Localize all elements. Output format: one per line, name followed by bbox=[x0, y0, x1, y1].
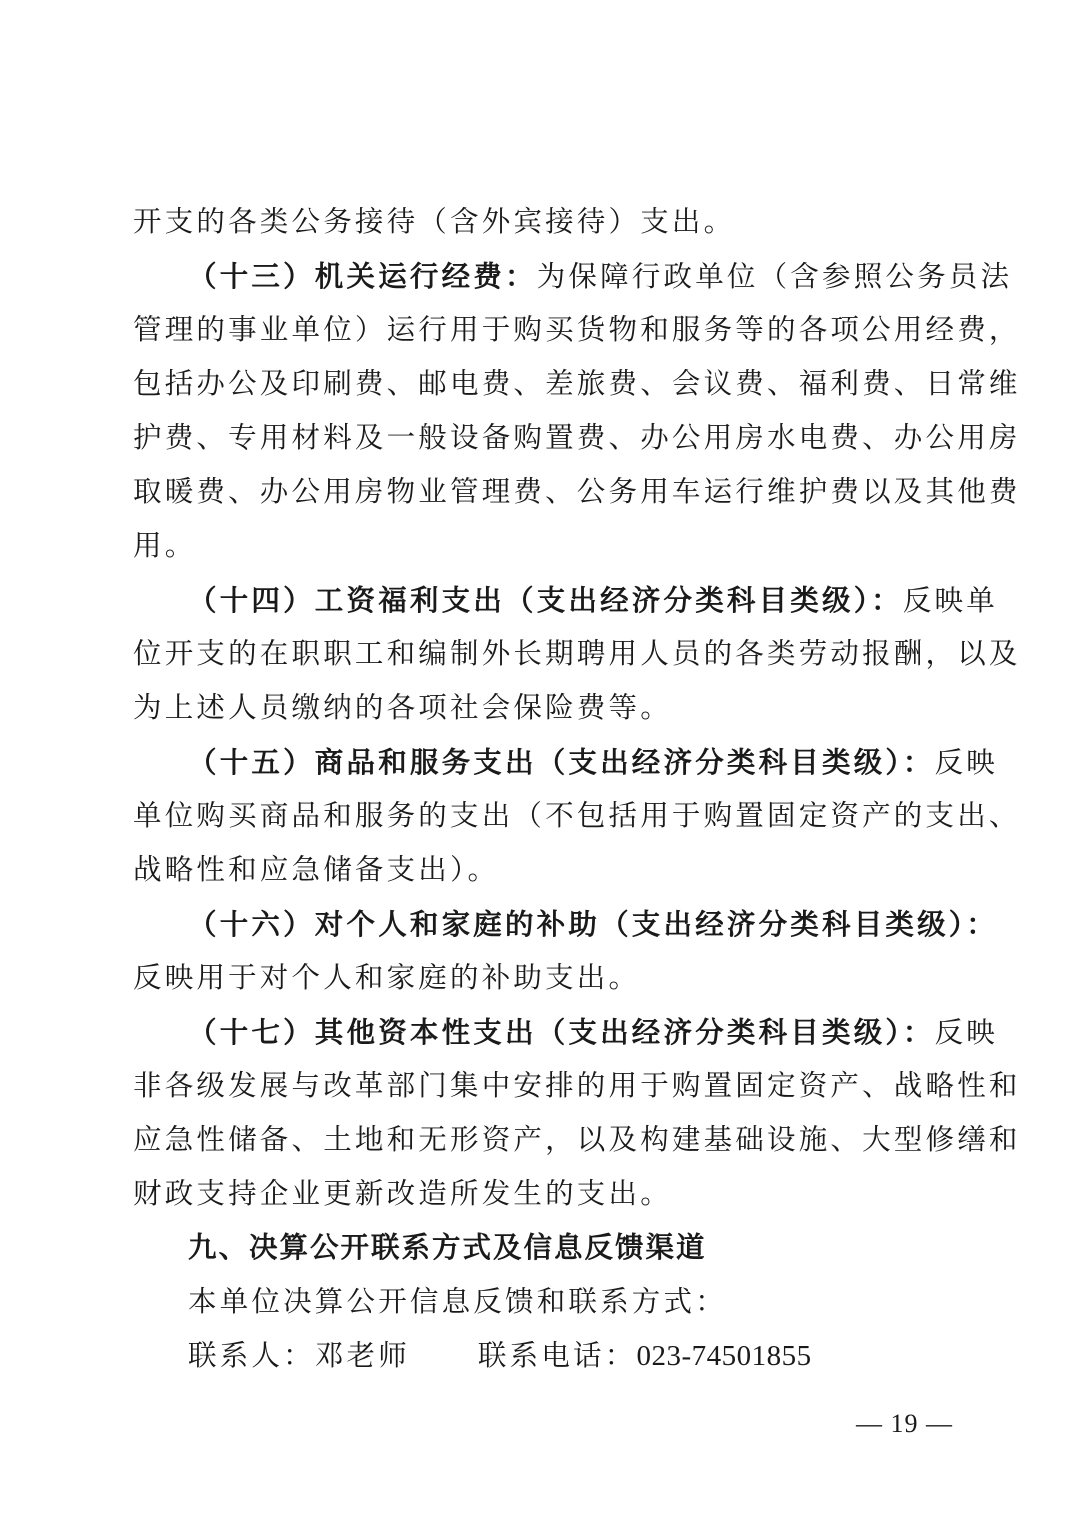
phone-number: 023-74501855 bbox=[636, 1340, 812, 1372]
paragraph-17-label: （十七）其他资本性支出（支出经济分类科目类级）： bbox=[188, 1015, 935, 1049]
paragraph-17-text: 反映 bbox=[934, 1016, 998, 1049]
page-number: — 19 — bbox=[856, 1409, 953, 1438]
paragraph-17-line-4: 财政支持企业更新改造所发生的支出。 bbox=[133, 1177, 672, 1210]
paragraph-13-label: （十三）机关运行经费： bbox=[188, 259, 537, 293]
paragraph-14-line-1 bbox=[188, 580, 1008, 621]
paragraph-13-line-4: 护费、专用材料及一般设备购置费、办公用房水电费、办公用房 bbox=[133, 421, 1021, 454]
paragraph-13-line-1 bbox=[188, 256, 1013, 297]
paragraph-13-line-2: 管理的事业单位）运行用于购买货物和服务等的各项公用经费， bbox=[133, 313, 1021, 346]
paragraph-14-line-2: 位开支的在职职工和编制外长期聘用人员的各类劳动报酬，以及 bbox=[133, 637, 1021, 670]
paragraph-13-text: 为保障行政单位（含参照公务员法 bbox=[536, 260, 1013, 293]
paragraph-line bbox=[133, 202, 953, 242]
paragraph-15-line-3: 战略性和应急储备支出）。 bbox=[133, 853, 500, 886]
paragraph-17-line-2: 非各级发展与改革部门集中安排的用于购置固定资产、战略性和 bbox=[133, 1069, 1021, 1102]
paragraph-15-line-2: 单位购买商品和服务的支出（不包括用于购置固定资产的支出、 bbox=[133, 799, 1021, 832]
paragraph-15-text: 反映 bbox=[934, 746, 998, 779]
contact-intro: 本单位决算公开信息反馈和联系方式： bbox=[188, 1285, 727, 1318]
paragraph-16-label: （十六）对个人和家庭的补助（支出经济分类科目类级）： bbox=[188, 907, 998, 941]
phone-label: 联系电话： bbox=[477, 1339, 637, 1372]
paragraph-14-text: 反映单 bbox=[902, 584, 998, 617]
paragraph-13-line-6: 用。 bbox=[133, 529, 197, 562]
paragraph-17-line-3: 应急性储备、土地和无形资产，以及构建基础设施、大型修缮和 bbox=[133, 1123, 1021, 1156]
paragraph-16-line-1 bbox=[188, 904, 1008, 945]
paragraph-16-line-2: 反映用于对个人和家庭的补助支出。 bbox=[133, 961, 641, 994]
paragraph-text: 开支的各类公务接待（含外宾接待）支出。 bbox=[133, 205, 736, 238]
contact-name: 邓老师 bbox=[314, 1339, 410, 1372]
paragraph-15-label: （十五）商品和服务支出（支出经济分类科目类级）： bbox=[188, 745, 935, 779]
paragraph-13-line-5: 取暖费、办公用房物业管理费、公务用车运行维护费以及其他费 bbox=[133, 475, 1021, 508]
paragraph-14-line-3: 为上述人员缴纳的各项社会保险费等。 bbox=[133, 691, 672, 724]
paragraph-14-label: （十四）工资福利支出（支出经济分类科目类级）： bbox=[188, 583, 903, 617]
paragraph-15-line-1 bbox=[188, 742, 1008, 783]
contact-label: 联系人： bbox=[188, 1339, 315, 1372]
section-heading: 九、决算公开联系方式及信息反馈渠道 bbox=[188, 1231, 707, 1264]
paragraph-13-line-3: 包括办公及印刷费、邮电费、差旅费、会议费、福利费、日常维 bbox=[133, 367, 1021, 400]
contact-line bbox=[188, 1336, 1008, 1376]
paragraph-17-line-1 bbox=[188, 1012, 1008, 1053]
